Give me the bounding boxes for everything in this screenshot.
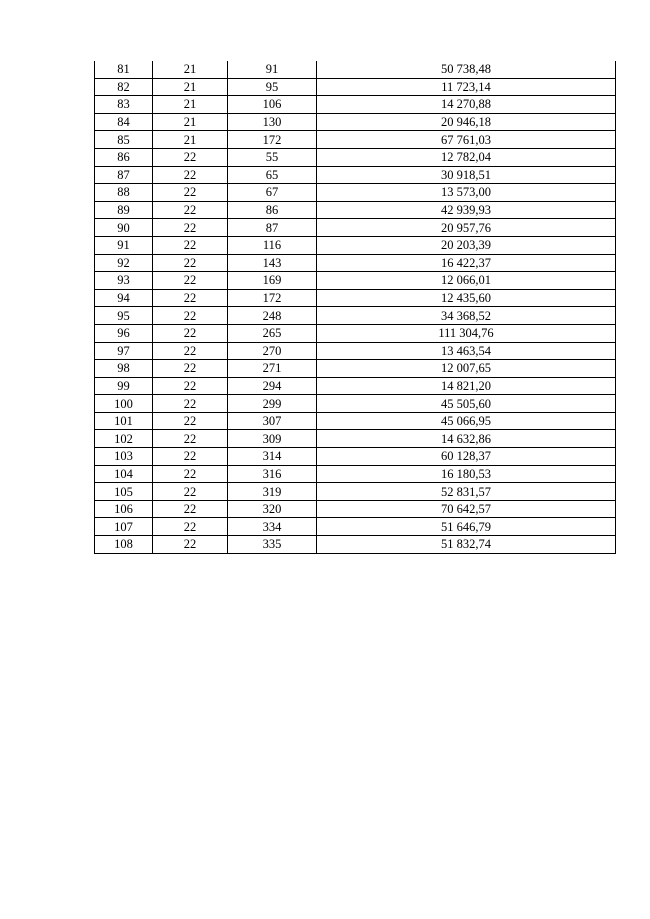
group-cell: 22 — [153, 448, 228, 466]
item-cell: 87 — [228, 219, 317, 237]
item-cell: 67 — [228, 184, 317, 202]
table-row — [95, 61, 616, 78]
row-number-cell: 90 — [95, 219, 153, 237]
amount-cell: 16 422,37 — [317, 254, 616, 272]
table-row — [95, 395, 616, 413]
group-cell: 21 — [153, 61, 228, 78]
row-number-cell: 102 — [95, 430, 153, 448]
row-number-cell: 98 — [95, 360, 153, 378]
item-cell: 319 — [228, 483, 317, 501]
row-number-cell: 108 — [95, 536, 153, 554]
item-cell: 309 — [228, 430, 317, 448]
group-cell: 22 — [153, 395, 228, 413]
table-row — [95, 536, 616, 554]
row-number-cell: 89 — [95, 201, 153, 219]
item-cell: 314 — [228, 448, 317, 466]
amount-cell: 14 270,88 — [317, 96, 616, 114]
table-row — [95, 148, 616, 166]
amount-cell: 30 918,51 — [317, 166, 616, 184]
table-row — [95, 430, 616, 448]
row-number-cell: 96 — [95, 324, 153, 342]
item-cell: 86 — [228, 201, 317, 219]
amount-cell: 16 180,53 — [317, 465, 616, 483]
row-number-cell: 85 — [95, 131, 153, 149]
table-body — [95, 61, 616, 553]
group-cell: 22 — [153, 377, 228, 395]
group-cell: 22 — [153, 307, 228, 325]
item-cell: 172 — [228, 289, 317, 307]
group-cell: 21 — [153, 131, 228, 149]
group-cell: 22 — [153, 166, 228, 184]
group-cell: 22 — [153, 536, 228, 554]
group-cell: 22 — [153, 360, 228, 378]
item-cell: 334 — [228, 518, 317, 536]
item-cell: 294 — [228, 377, 317, 395]
row-number-cell: 97 — [95, 342, 153, 360]
row-number-cell: 93 — [95, 272, 153, 290]
amount-cell: 45 505,60 — [317, 395, 616, 413]
item-cell: 143 — [228, 254, 317, 272]
amount-cell: 13 463,54 — [317, 342, 616, 360]
row-number-cell: 101 — [95, 412, 153, 430]
row-number-cell: 94 — [95, 289, 153, 307]
amount-cell: 70 642,57 — [317, 500, 616, 518]
row-number-cell: 88 — [95, 184, 153, 202]
amount-cell: 11 723,14 — [317, 78, 616, 96]
amount-cell: 52 831,57 — [317, 483, 616, 501]
table-row — [95, 254, 616, 272]
row-number-cell: 99 — [95, 377, 153, 395]
amount-cell: 111 304,76 — [317, 324, 616, 342]
row-number-cell: 104 — [95, 465, 153, 483]
group-cell: 22 — [153, 324, 228, 342]
item-cell: 95 — [228, 78, 317, 96]
table-row — [95, 272, 616, 290]
amount-cell: 13 573,00 — [317, 184, 616, 202]
row-number-cell: 81 — [95, 61, 153, 78]
group-cell: 22 — [153, 500, 228, 518]
amount-cell: 60 128,37 — [317, 448, 616, 466]
group-cell: 22 — [153, 236, 228, 254]
group-cell: 22 — [153, 412, 228, 430]
amount-cell: 34 368,52 — [317, 307, 616, 325]
group-cell: 22 — [153, 184, 228, 202]
item-cell: 307 — [228, 412, 317, 430]
group-cell: 22 — [153, 201, 228, 219]
table-row — [95, 131, 616, 149]
item-cell: 270 — [228, 342, 317, 360]
amount-cell: 20 957,76 — [317, 219, 616, 237]
group-cell: 22 — [153, 254, 228, 272]
group-cell: 21 — [153, 113, 228, 131]
table-row — [95, 342, 616, 360]
row-number-cell: 100 — [95, 395, 153, 413]
amount-cell: 50 738,48 — [317, 61, 616, 78]
group-cell: 22 — [153, 518, 228, 536]
group-cell: 22 — [153, 483, 228, 501]
item-cell: 320 — [228, 500, 317, 518]
row-number-cell: 86 — [95, 148, 153, 166]
group-cell: 21 — [153, 78, 228, 96]
table-row — [95, 483, 616, 501]
table-row — [95, 360, 616, 378]
item-cell: 116 — [228, 236, 317, 254]
table-row — [95, 78, 616, 96]
group-cell: 22 — [153, 342, 228, 360]
table-row — [95, 465, 616, 483]
amount-cell: 12 066,01 — [317, 272, 616, 290]
item-cell: 299 — [228, 395, 317, 413]
group-cell: 22 — [153, 289, 228, 307]
table-row — [95, 377, 616, 395]
table-row — [95, 184, 616, 202]
amount-cell: 14 821,20 — [317, 377, 616, 395]
row-number-cell: 107 — [95, 518, 153, 536]
item-cell: 130 — [228, 113, 317, 131]
row-number-cell: 92 — [95, 254, 153, 272]
item-cell: 265 — [228, 324, 317, 342]
row-number-cell: 82 — [95, 78, 153, 96]
table-row — [95, 500, 616, 518]
table-row — [95, 448, 616, 466]
group-cell: 21 — [153, 96, 228, 114]
table-row — [95, 96, 616, 114]
amount-cell: 12 007,65 — [317, 360, 616, 378]
row-number-cell: 84 — [95, 113, 153, 131]
row-number-cell: 83 — [95, 96, 153, 114]
amount-cell: 45 066,95 — [317, 412, 616, 430]
table-row — [95, 289, 616, 307]
item-cell: 169 — [228, 272, 317, 290]
row-number-cell: 103 — [95, 448, 153, 466]
item-cell: 65 — [228, 166, 317, 184]
item-cell: 271 — [228, 360, 317, 378]
item-cell: 248 — [228, 307, 317, 325]
amount-cell: 51 832,74 — [317, 536, 616, 554]
table-row — [95, 307, 616, 325]
item-cell: 91 — [228, 61, 317, 78]
table-row — [95, 166, 616, 184]
group-cell: 22 — [153, 272, 228, 290]
table-row — [95, 236, 616, 254]
item-cell: 335 — [228, 536, 317, 554]
group-cell: 22 — [153, 148, 228, 166]
group-cell: 22 — [153, 465, 228, 483]
amount-cell: 12 782,04 — [317, 148, 616, 166]
row-number-cell: 91 — [95, 236, 153, 254]
table-row — [95, 518, 616, 536]
amount-cell: 67 761,03 — [317, 131, 616, 149]
group-cell: 22 — [153, 219, 228, 237]
amount-cell: 14 632,86 — [317, 430, 616, 448]
row-number-cell: 95 — [95, 307, 153, 325]
table-row — [95, 219, 616, 237]
row-number-cell: 106 — [95, 500, 153, 518]
item-cell: 55 — [228, 148, 317, 166]
table-row — [95, 412, 616, 430]
amount-cell: 51 646,79 — [317, 518, 616, 536]
item-cell: 316 — [228, 465, 317, 483]
amount-cell: 20 946,18 — [317, 113, 616, 131]
group-cell: 22 — [153, 430, 228, 448]
data-table — [94, 61, 616, 554]
table-row — [95, 201, 616, 219]
item-cell: 106 — [228, 96, 317, 114]
amount-cell: 20 203,39 — [317, 236, 616, 254]
table-row — [95, 113, 616, 131]
amount-cell: 12 435,60 — [317, 289, 616, 307]
row-number-cell: 87 — [95, 166, 153, 184]
amount-cell: 42 939,93 — [317, 201, 616, 219]
item-cell: 172 — [228, 131, 317, 149]
table-row — [95, 324, 616, 342]
row-number-cell: 105 — [95, 483, 153, 501]
